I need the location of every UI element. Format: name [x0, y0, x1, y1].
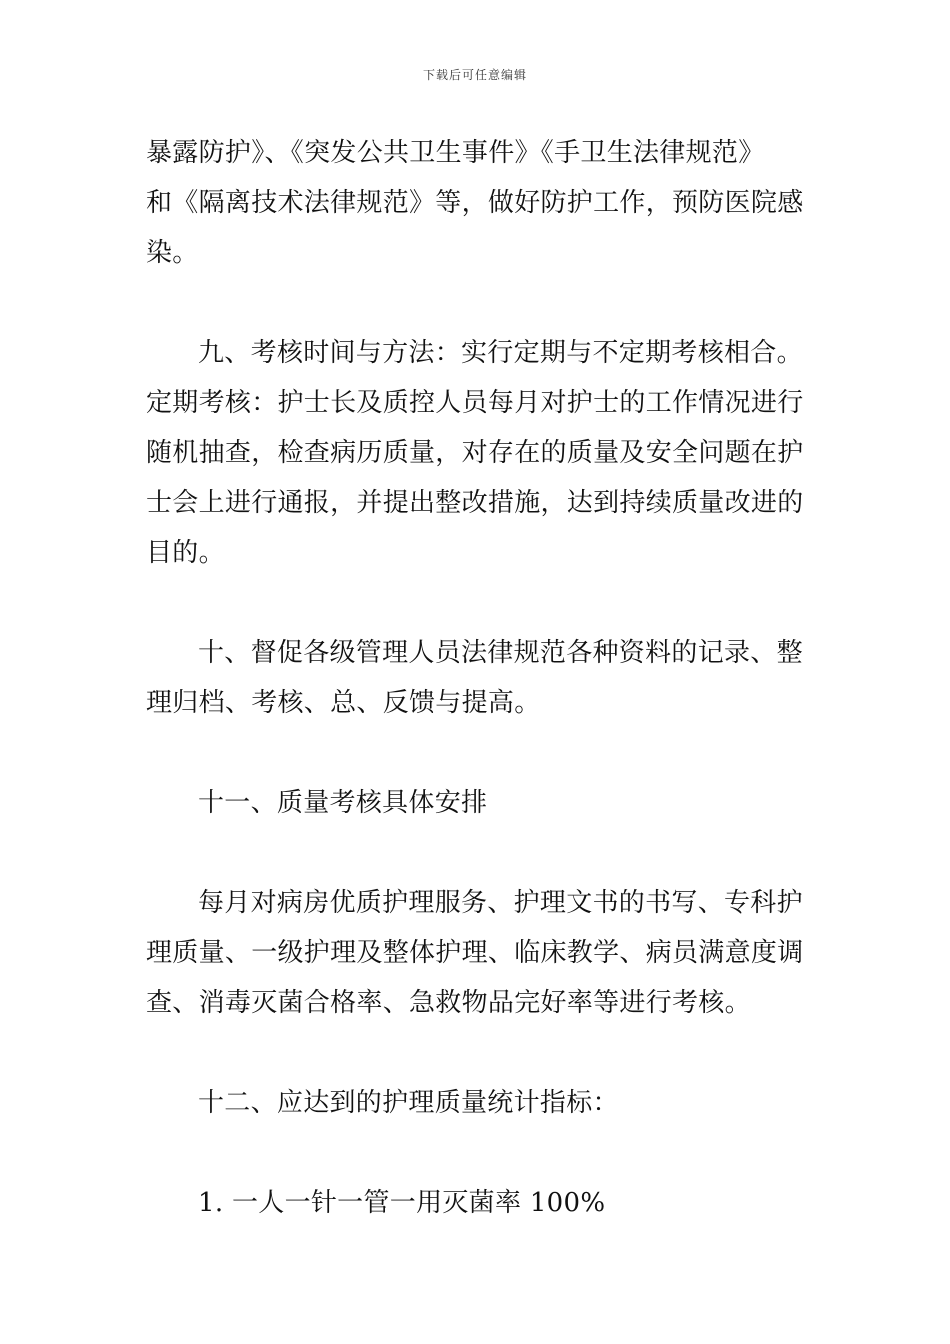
text-line: 随机抽查，检查病历质量，对存在的质量及安全问题在护	[146, 438, 804, 468]
text-line: 目的。	[146, 538, 225, 568]
section-9-heading-line: 九、考核时间与方法：实行定期与不定期考核相合。	[198, 338, 803, 368]
text-line: 理归档、考核、总、反馈与提高。	[146, 688, 541, 718]
paragraph-gap	[146, 1028, 810, 1078]
text-line: 染。	[146, 238, 199, 268]
paragraph-gap	[146, 278, 810, 328]
text-line: 理质量、一级护理及整体护理、临床教学、病员满意度调	[146, 938, 804, 968]
paragraph-gap	[146, 578, 810, 628]
paragraph-gap	[146, 828, 810, 878]
text-line: 定期考核：护士长及质控人员每月对护士的工作情况进行	[146, 388, 804, 418]
text-line: 和《隔离技术法律规范》等，做好防护工作，预防医院感	[146, 188, 804, 218]
text-line: 暴露防护》、《突发公共卫生事件》《手卫生法律规范》	[146, 138, 765, 168]
text-line: 查、消毒灭菌合格率、急救物品完好率等进行考核。	[146, 988, 751, 1018]
page-header-note: 下载后可任意编辑	[422, 68, 527, 82]
section-12-heading: 十二、应达到的护理质量统计指标：	[198, 1088, 619, 1118]
text-line: 每月对病房优质护理服务、护理文书的书写、专科护	[198, 888, 803, 918]
paragraph-gap	[146, 1128, 810, 1178]
section-10-heading-line: 十、督促各级管理人员法律规范各种资料的记录、整	[198, 638, 803, 668]
document-body	[146, 128, 810, 1228]
section-11-heading: 十一、质量考核具体安排	[198, 788, 488, 818]
list-item-1: 1. 一人一针一管一用灭菌率 100%	[198, 1188, 606, 1218]
text-line: 士会上进行通报，并提出整改措施，达到持续质量改进的	[146, 488, 804, 518]
paragraph-gap	[146, 728, 810, 778]
